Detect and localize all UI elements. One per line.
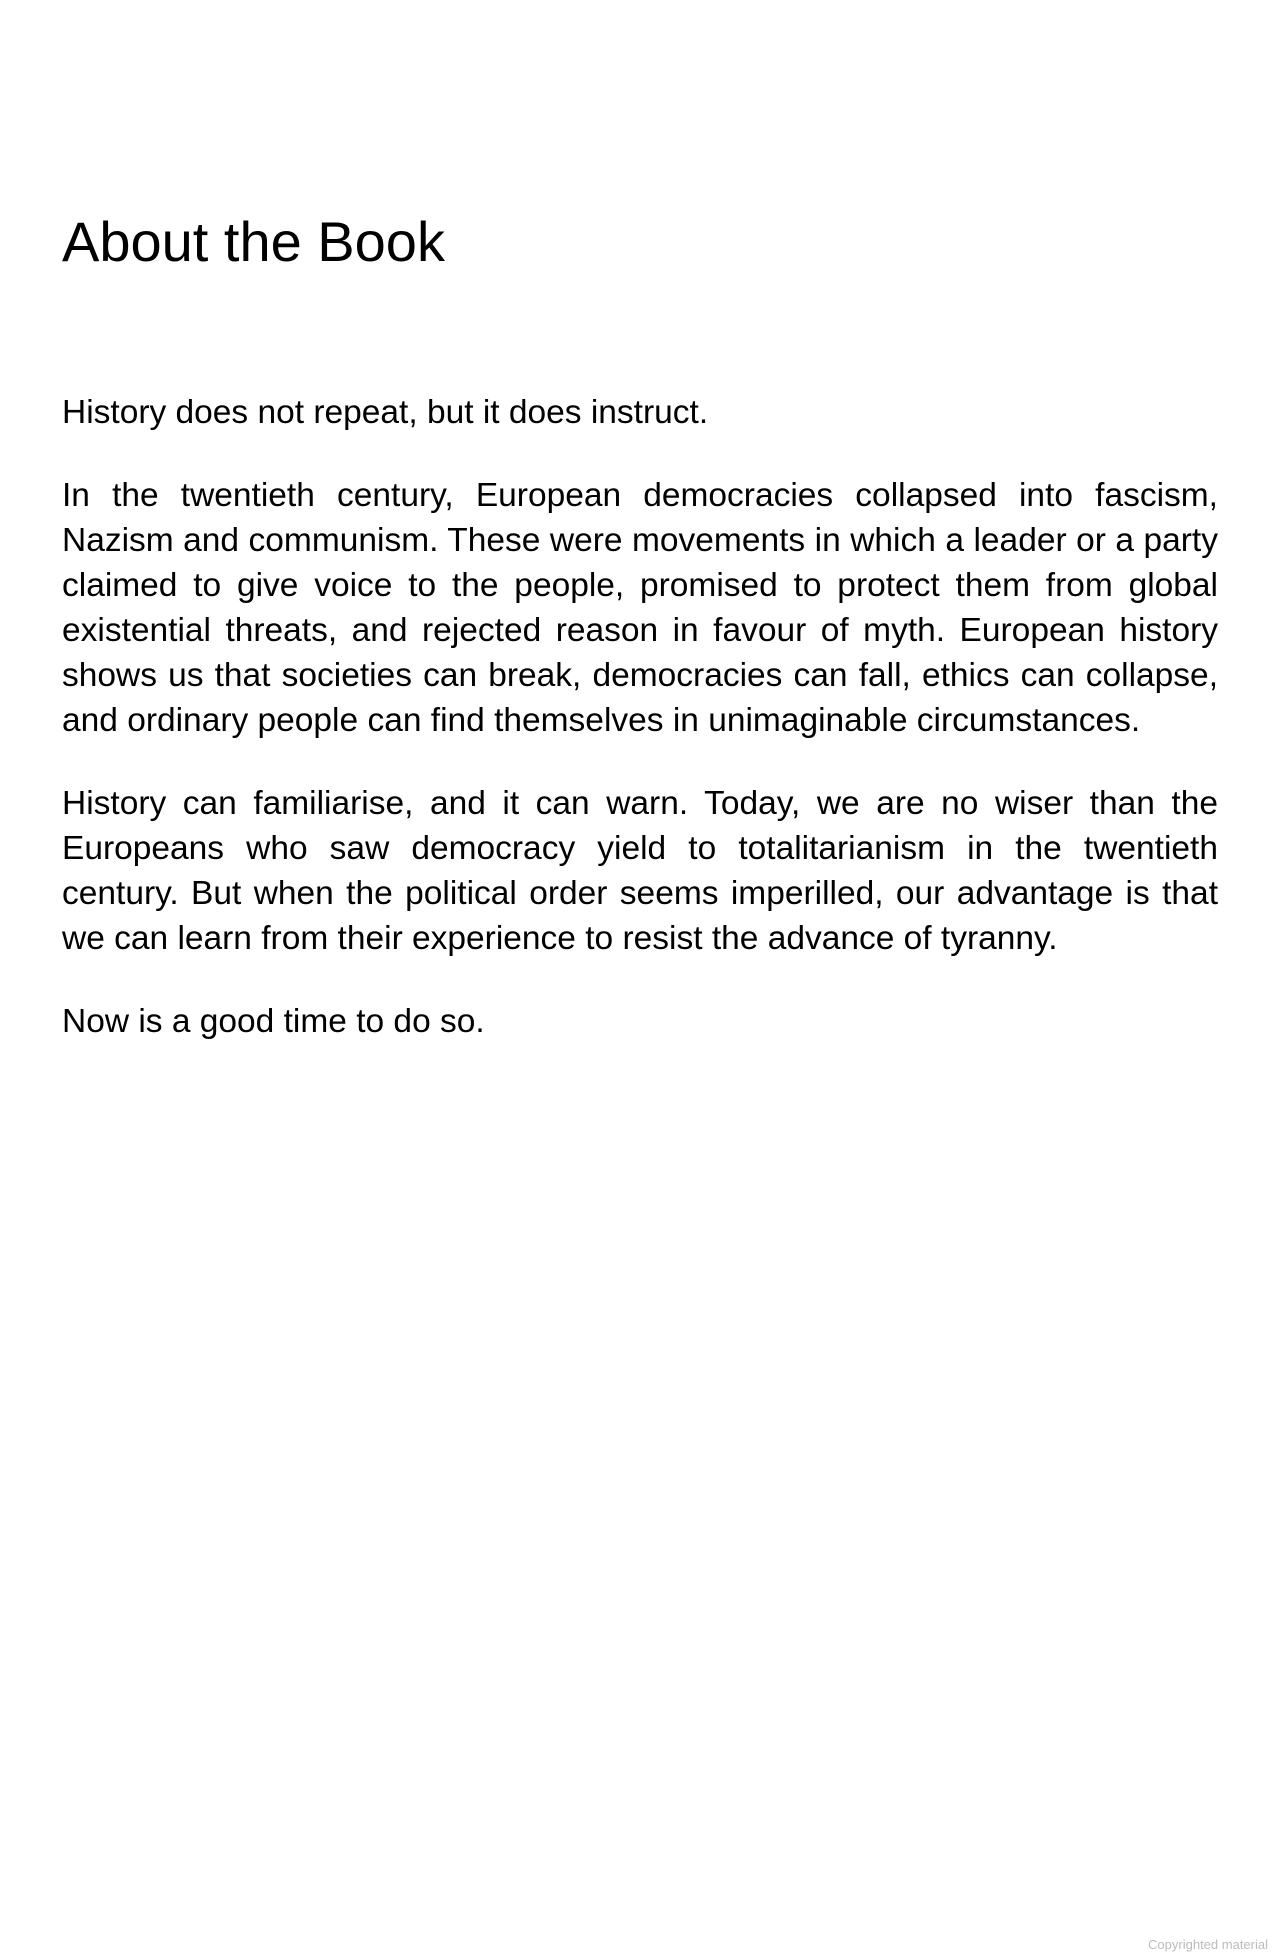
paragraph-closing: Now is a good time to do so. <box>62 1003 485 1040</box>
paragraph-twentieth-century: In the twentieth century, European democracies collapsed into fascism, Nazism and communism. These were movements in which a leader or a party claimed to give voice to the people, promised to protect them from global existential threats, and rejected reason in favour of myth. European history shows us that societies can break, democracies can fall, ethics can collapse, and ordinary people can find themselves in unimaginable circumstances. <box>62 477 1218 739</box>
page-title: About the Book <box>62 210 445 273</box>
copyright-watermark: Copyrighted material <box>1148 1937 1268 1952</box>
body-text <box>62 390 1218 1082</box>
paragraph-history-warns: History can familiarise, and it can warn. Today, we are no wiser than the Europeans who saw democracy yield to totalitarianism in the twentieth century. But when the political order seems imperilled, our advantage is that we can learn from their experience to resist the advance of tyranny. <box>62 785 1218 957</box>
paragraph-intro: History does not repeat, but it does instruct. <box>62 394 709 431</box>
